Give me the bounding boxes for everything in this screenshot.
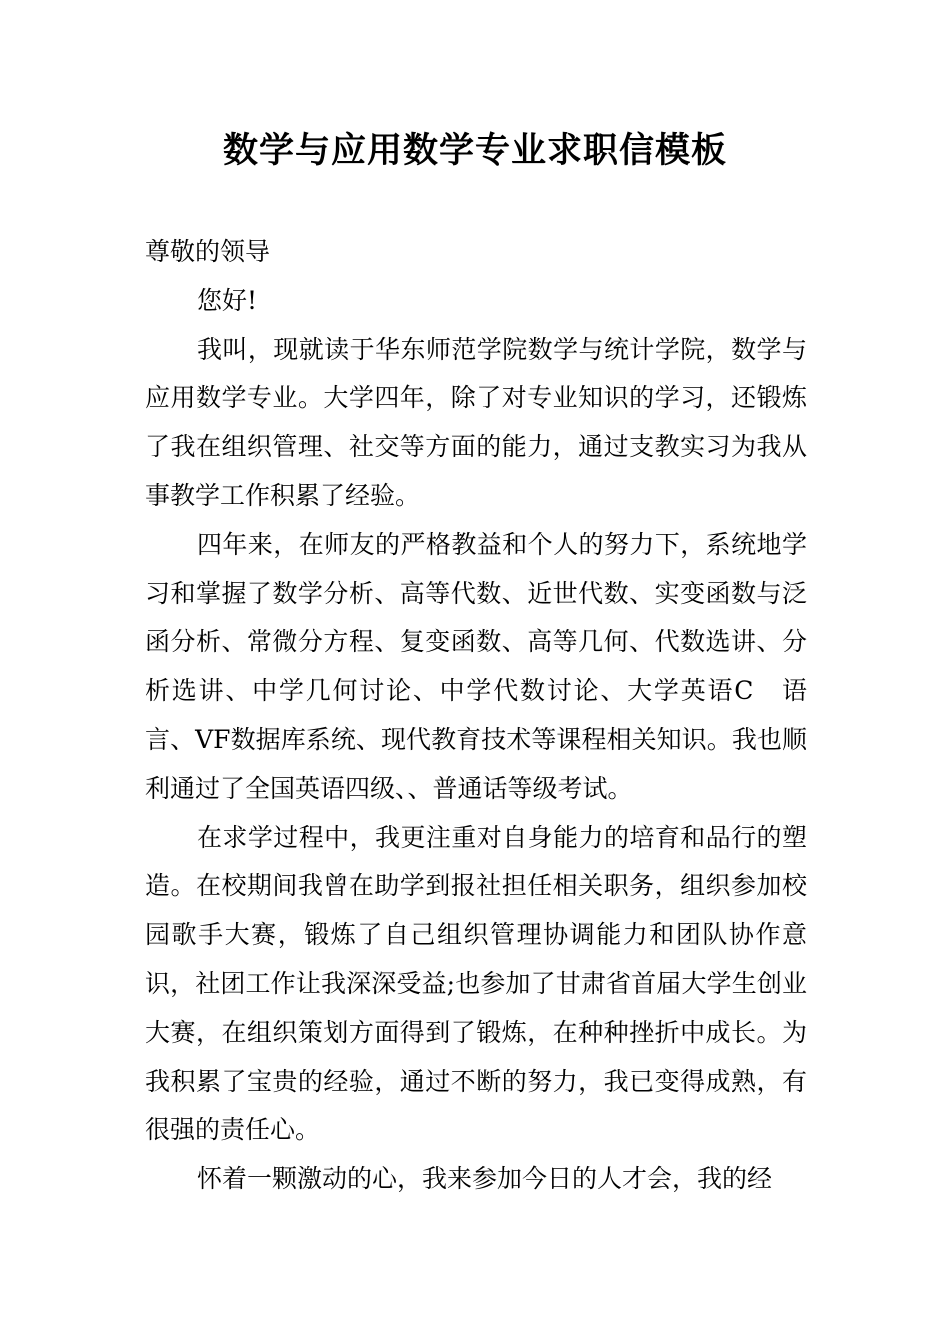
- paragraph-activities: 在求学过程中，我更注重对自身能力的培育和品行的塑造。在校期间我曾在助学到报社担任相关职务，组织参加校园歌手大赛，锻炼了自己组织管理协调能力和团队协作意识，社团工作让我深深受益;也参加了甘肃省首届大学生创业大赛，在组织策划方面得到了锻炼，在种种挫折中成长。为我积累了宝贵的经验，通过不断的努力，我已变得成熟，有很强的责任心。: [145, 822, 807, 1145]
- paragraph-introduction: 我叫，现就读于华东师范学院数学与统计学院，数学与应用数学专业。大学四年，除了对专业知识的学习，还锻炼了我在组织管理、社交等方面的能力，通过支教实习为我从事教学工作积累了经验。: [145, 334, 807, 510]
- paragraph-closing: 怀着一颗激动的心，我来参加今日的人才会，我的经: [197, 1164, 773, 1194]
- letter-body: [145, 228, 807, 1204]
- paragraph-coursework: 四年来，在师友的严格教益和个人的努力下，系统地学习和掌握了数学分析、高等代数、近世代数、实变函数与泛函分析、常微分方程、复变函数、高等几何、代数选讲、分析选讲、中学几何讨论、中学代数讨论、大学英语C 语言、VF数据库系统、现代教育技术等课程相关知识。我也顺利通过了全国英语四级、、普通话等级考试。: [145, 529, 807, 803]
- greeting: 您好!: [197, 285, 258, 315]
- document-title: 数学与应用数学专业求职信模板: [222, 131, 727, 171]
- salutation: 尊敬的领导: [145, 237, 271, 266]
